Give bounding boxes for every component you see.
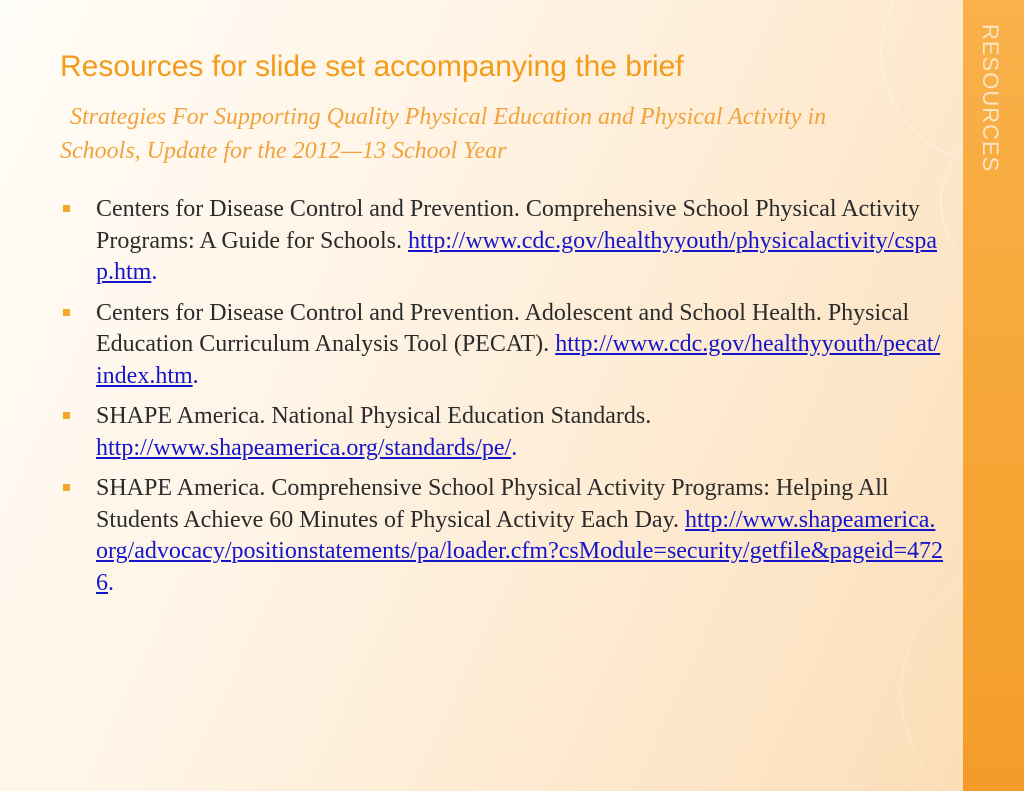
bullet-square-icon — [63, 412, 70, 419]
slide-title: Resources for slide set accompanying the brief — [60, 50, 684, 83]
resource-period: . — [151, 259, 158, 285]
resource-period: . — [108, 569, 114, 596]
bullet-square-icon — [63, 484, 70, 491]
resource-link[interactable]: http://www.cdc.gov/healthyyouth/pecat/index.htm — [96, 331, 941, 389]
resource-list — [56, 194, 946, 608]
resource-item — [56, 473, 946, 599]
resource-period: . — [192, 362, 199, 389]
resource-item — [56, 194, 946, 289]
bullet-square-icon — [63, 309, 70, 316]
resource-citation: SHAPE America. Comprehensive School Physical Activity Programs: Helping All Students Achieve 60 Minutes of Physical Activity Each Day. — [96, 475, 889, 533]
resource-link[interactable]: http://www.cdc.gov/healthyyouth/physicalactivity/cspap.htm — [96, 227, 937, 285]
resource-link[interactable]: http://www.shapeamerica.org/standards/pe/ — [96, 434, 512, 461]
resource-citation: Centers for Disease Control and Prevention. Comprehensive School Physical Activity Programs: A Guide for Schools. — [96, 196, 920, 254]
resource-period: . — [511, 434, 518, 461]
resource-citation: SHAPE America. National Physical Education Standards. — [96, 403, 652, 429]
section-sidebar — [963, 0, 1024, 791]
bullet-square-icon — [63, 205, 70, 212]
sidebar-label: RESOURCES — [978, 24, 1003, 173]
slide-subtitle: Strategies For Supporting Quality Physical Education and Physical Activity in Schools, Update for the 2012—13 School Year — [60, 104, 827, 164]
resource-link[interactable]: http://www.shapeamerica.org/advocacy/positionstatements/pa/loader.cfm?csModule=security/getfile&pageid=4726 — [96, 506, 944, 596]
resource-item — [56, 298, 946, 393]
resource-item — [56, 401, 946, 464]
resource-citation: Centers for Disease Control and Prevention. Adolescent and School Health. Physical Education Curriculum Analysis Tool (PECAT). — [96, 299, 910, 357]
